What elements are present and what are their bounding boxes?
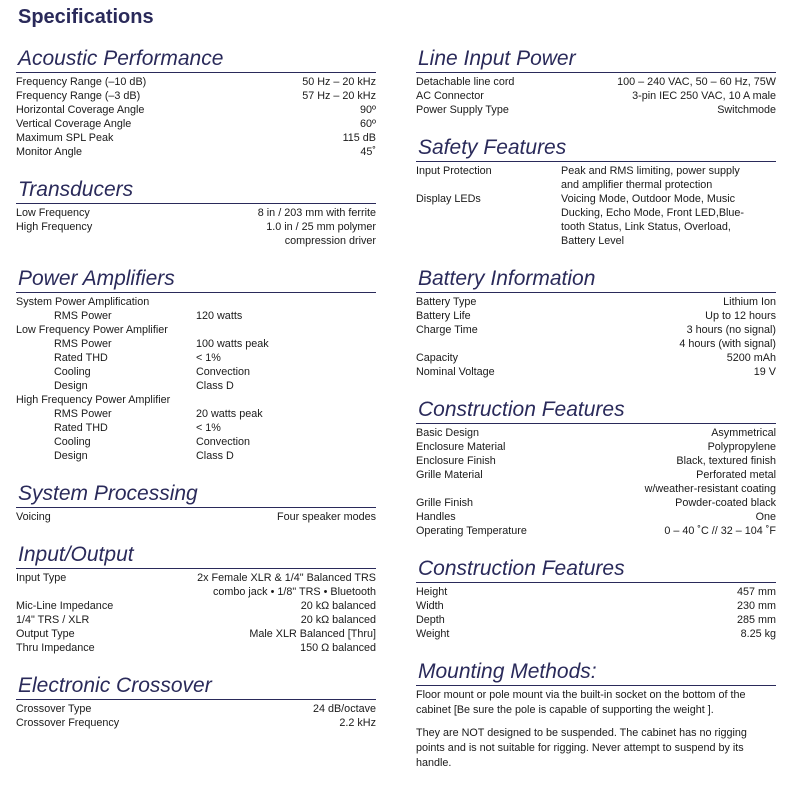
spec-row	[416, 454, 776, 468]
spec-value: Convection	[196, 366, 251, 378]
spec-row	[416, 510, 776, 524]
spec-row	[416, 351, 776, 365]
spec-value: 50 Hz – 20 kHz	[302, 76, 376, 88]
spec-row	[416, 178, 776, 192]
spec-value: 115 dB	[342, 132, 376, 144]
spec-label: RMS Power	[54, 338, 112, 350]
spec-row	[416, 89, 776, 103]
spec-label: Capacity	[416, 352, 459, 364]
spec-label: Horizontal Coverage Angle	[16, 104, 145, 116]
spec-label: Enclosure Material	[416, 441, 506, 453]
spec-row	[416, 164, 776, 178]
spec-row	[16, 117, 376, 131]
spec-label: Rated THD	[54, 352, 108, 364]
spec-value: Up to 12 hours	[705, 310, 776, 322]
spec-label: Crossover Frequency	[16, 717, 120, 729]
spec-label: Detachable line cord	[416, 76, 515, 88]
spec-value: 150 Ω balanced	[300, 642, 376, 654]
spec-row	[416, 75, 776, 89]
left-column	[16, 46, 376, 748]
spec-label: Cooling	[54, 436, 91, 448]
spec-row	[16, 702, 376, 716]
spec-label: Width	[416, 600, 444, 612]
spec-label: Low Frequency Power Amplifier	[16, 324, 168, 336]
spec-value: 24 dB/octave	[312, 703, 376, 715]
right-column	[416, 46, 776, 789]
section-title: Construction Features	[416, 397, 776, 424]
system-processing-section	[16, 481, 376, 524]
spec-value: 457 mm	[736, 586, 776, 598]
spec-label: Height	[416, 586, 448, 598]
spec-row	[416, 295, 776, 309]
spec-value: 2.2 kHz	[339, 717, 376, 729]
spec-value: Switchmode	[717, 104, 776, 116]
spec-value: combo jack • 1/8" TRS • Bluetooth	[212, 586, 376, 598]
spec-value: Lithium Ion	[723, 296, 776, 308]
spec-row	[16, 585, 376, 599]
spec-label: Design	[54, 450, 88, 462]
spec-value: 8.25 kg	[740, 628, 776, 640]
spec-value: 1.0 in / 25 mm polymer	[266, 221, 376, 233]
spec-group-header	[16, 295, 376, 309]
spec-label: Grille Finish	[416, 497, 473, 509]
spec-row	[16, 449, 376, 463]
spec-value: Male XLR Balanced [Thru]	[249, 628, 376, 640]
spec-value: < 1%	[196, 352, 221, 364]
spec-row	[16, 435, 376, 449]
spec-row	[16, 613, 376, 627]
spec-row	[16, 716, 376, 730]
spec-value: 60º	[360, 118, 376, 130]
spec-row	[16, 571, 376, 585]
spec-row	[416, 220, 776, 234]
spec-label: Rated THD	[54, 422, 108, 434]
section-title: Mounting Methods:	[416, 659, 776, 686]
spec-label	[416, 220, 561, 234]
spec-row	[16, 641, 376, 655]
spec-row	[16, 75, 376, 89]
spec-label: Weight	[416, 628, 450, 640]
spec-label: Frequency Range (–10 dB)	[16, 76, 147, 88]
spec-value: 120 watts	[196, 310, 243, 322]
spec-value: 100 watts peak	[196, 338, 269, 350]
spec-value: 19 V	[753, 366, 776, 378]
section-title: Line Input Power	[416, 46, 776, 73]
spec-value: 5200 mAh	[726, 352, 776, 364]
spec-label	[416, 234, 561, 248]
spec-label: Input Type	[16, 572, 67, 584]
spec-row	[16, 351, 376, 365]
spec-row	[16, 627, 376, 641]
spec-value: 4 hours (with signal)	[679, 338, 776, 350]
spec-label: Crossover Type	[16, 703, 92, 715]
spec-label: High Frequency Power Amplifier	[16, 394, 171, 406]
spec-row	[416, 206, 776, 220]
mounting-warning-paragraph: They are NOT designed to be suspended. The cabinet has no rigging points and is not suitable for rigging. Never attempt to suspend by its handle.	[416, 727, 747, 769]
spec-row	[16, 421, 376, 435]
mounting-paragraph: Floor mount or pole mount via the built-in socket on the bottom of the cabinet [Be sure the pole is capable of supporting the weight ].	[416, 689, 746, 716]
line-input-power-section	[416, 46, 776, 117]
spec-value: Powder-coated black	[675, 497, 776, 509]
spec-label: Display LEDs	[416, 193, 481, 205]
spec-row	[16, 89, 376, 103]
section-title: Acoustic Performance	[16, 46, 376, 73]
spec-value: 8 in / 203 mm with ferrite	[257, 207, 376, 219]
spec-row	[416, 365, 776, 379]
spec-row	[416, 426, 776, 440]
spec-value: 3-pin IEC 250 VAC, 10 A male	[632, 90, 776, 102]
dimensions-section	[416, 556, 776, 641]
spec-row	[16, 407, 376, 421]
spec-row	[16, 599, 376, 613]
battery-information-section	[416, 266, 776, 379]
spec-value: w/weather-resistant coating	[644, 483, 776, 495]
spec-value: Class D	[196, 380, 234, 392]
spec-value: and amplifier thermal protection	[561, 179, 713, 191]
spec-label: Thru Impedance	[16, 642, 95, 654]
acoustic-performance-section	[16, 46, 376, 159]
spec-label	[416, 178, 561, 192]
power-amplifiers-section	[16, 266, 376, 463]
spec-value: Perforated metal	[696, 469, 776, 481]
spec-label: Grille Material	[416, 469, 483, 481]
spec-value: Battery Level	[561, 235, 625, 247]
spec-row	[416, 627, 776, 641]
spec-label: Operating Temperature	[416, 525, 527, 537]
spec-label: Depth	[416, 614, 445, 626]
input-output-section	[16, 542, 376, 655]
section-title: Transducers	[16, 177, 376, 204]
spec-row	[416, 440, 776, 454]
spec-row	[16, 337, 376, 351]
spec-value: tooth Status, Link Status, Overload,	[561, 221, 731, 233]
spec-label: Battery Type	[416, 296, 477, 308]
spec-label: Low Frequency	[16, 207, 90, 219]
spec-row	[416, 234, 776, 248]
spec-row	[16, 103, 376, 117]
spec-row	[16, 220, 376, 234]
spec-value: compression driver	[284, 235, 376, 247]
spec-label: 1/4" TRS / XLR	[16, 614, 90, 626]
spec-row	[16, 365, 376, 379]
section-title: System Processing	[16, 481, 376, 508]
spec-value: 2x Female XLR & 1/4" Balanced TRS	[197, 572, 376, 584]
spec-label: RMS Power	[54, 408, 112, 420]
spec-value: 285 mm	[736, 614, 776, 626]
spec-group-header	[16, 393, 376, 407]
safety-features-section	[416, 135, 776, 248]
section-title: Input/Output	[16, 542, 376, 569]
spec-value: 3 hours (no signal)	[686, 324, 776, 336]
spec-value: Asymmetrical	[711, 427, 776, 439]
spec-label: Monitor Angle	[16, 146, 83, 158]
spec-value: One	[755, 511, 776, 523]
spec-value: Convection	[196, 436, 251, 448]
spec-row	[416, 309, 776, 323]
spec-row	[416, 599, 776, 613]
spec-label: Voicing	[16, 511, 51, 523]
spec-row	[416, 468, 776, 482]
spec-label: System Power Amplification	[16, 296, 150, 308]
spec-value: 100 – 240 VAC, 50 – 60 Hz, 75W	[617, 76, 776, 88]
spec-row	[416, 323, 776, 337]
spec-label: Charge Time	[416, 324, 478, 336]
spec-label: Maximum SPL Peak	[16, 132, 114, 144]
spec-row	[16, 379, 376, 393]
spec-label	[416, 206, 561, 220]
spec-row	[16, 206, 376, 220]
spec-label: AC Connector	[416, 90, 484, 102]
spec-label: Battery Life	[416, 310, 471, 322]
spec-value: 230 mm	[736, 600, 776, 612]
spec-label: Design	[54, 380, 88, 392]
spec-label: Frequency Range (–3 dB)	[16, 90, 141, 102]
spec-row	[416, 337, 776, 351]
spec-label: Handles	[416, 511, 456, 523]
spec-row	[16, 145, 376, 159]
spec-row	[416, 192, 776, 206]
spec-value: Black, textured finish	[676, 455, 776, 467]
section-title: Construction Features	[416, 556, 776, 583]
spec-row	[16, 234, 376, 248]
mounting-methods-section	[416, 659, 776, 771]
spec-label: Vertical Coverage Angle	[16, 118, 132, 130]
spec-label: Power Supply Type	[416, 104, 509, 116]
spec-label: Output Type	[16, 628, 75, 640]
spec-row	[416, 524, 776, 538]
spec-value: 20 kΩ balanced	[300, 614, 376, 626]
spec-label: Enclosure Finish	[416, 455, 496, 467]
section-title: Safety Features	[416, 135, 776, 162]
spec-row	[16, 309, 376, 323]
spec-value: Polypropylene	[707, 441, 776, 453]
spec-value: 45˚	[360, 146, 376, 158]
spec-label: Input Protection	[416, 165, 492, 177]
spec-value: 90º	[360, 104, 376, 116]
section-title: Power Amplifiers	[16, 266, 376, 293]
spec-row	[416, 496, 776, 510]
electronic-crossover-section	[16, 673, 376, 730]
spec-value: 57 Hz – 20 kHz	[302, 90, 376, 102]
spec-label: Basic Design	[416, 427, 480, 439]
spec-value: Class D	[196, 450, 234, 462]
spec-label: Cooling	[54, 366, 91, 378]
spec-row	[416, 585, 776, 599]
spec-value: < 1%	[196, 422, 221, 434]
spec-value: 20 watts peak	[196, 408, 263, 420]
spec-value: Voicing Mode, Outdoor Mode, Music	[561, 193, 736, 205]
spec-row	[16, 510, 376, 524]
transducers-section	[16, 177, 376, 248]
page-title: Specifications	[18, 6, 154, 28]
spec-label: Nominal Voltage	[416, 366, 495, 378]
spec-value: Peak and RMS limiting, power supply	[561, 165, 740, 177]
section-title: Battery Information	[416, 266, 776, 293]
spec-label: Mic-Line Impedance	[16, 600, 114, 612]
spec-value: 0 – 40 ˚C // 32 – 104 ˚F	[664, 525, 776, 537]
construction-features-section	[416, 397, 776, 538]
spec-label: High Frequency	[16, 221, 93, 233]
spec-value: 20 kΩ balanced	[300, 600, 376, 612]
spec-label: RMS Power	[54, 310, 112, 322]
spec-group-header	[16, 323, 376, 337]
spec-row	[416, 613, 776, 627]
spec-value: Ducking, Echo Mode, Front LED,Blue-	[561, 207, 745, 219]
spec-value: Four speaker modes	[276, 511, 376, 523]
spec-row	[16, 131, 376, 145]
section-title: Electronic Crossover	[16, 673, 376, 700]
spec-row	[416, 103, 776, 117]
spec-row	[416, 482, 776, 496]
